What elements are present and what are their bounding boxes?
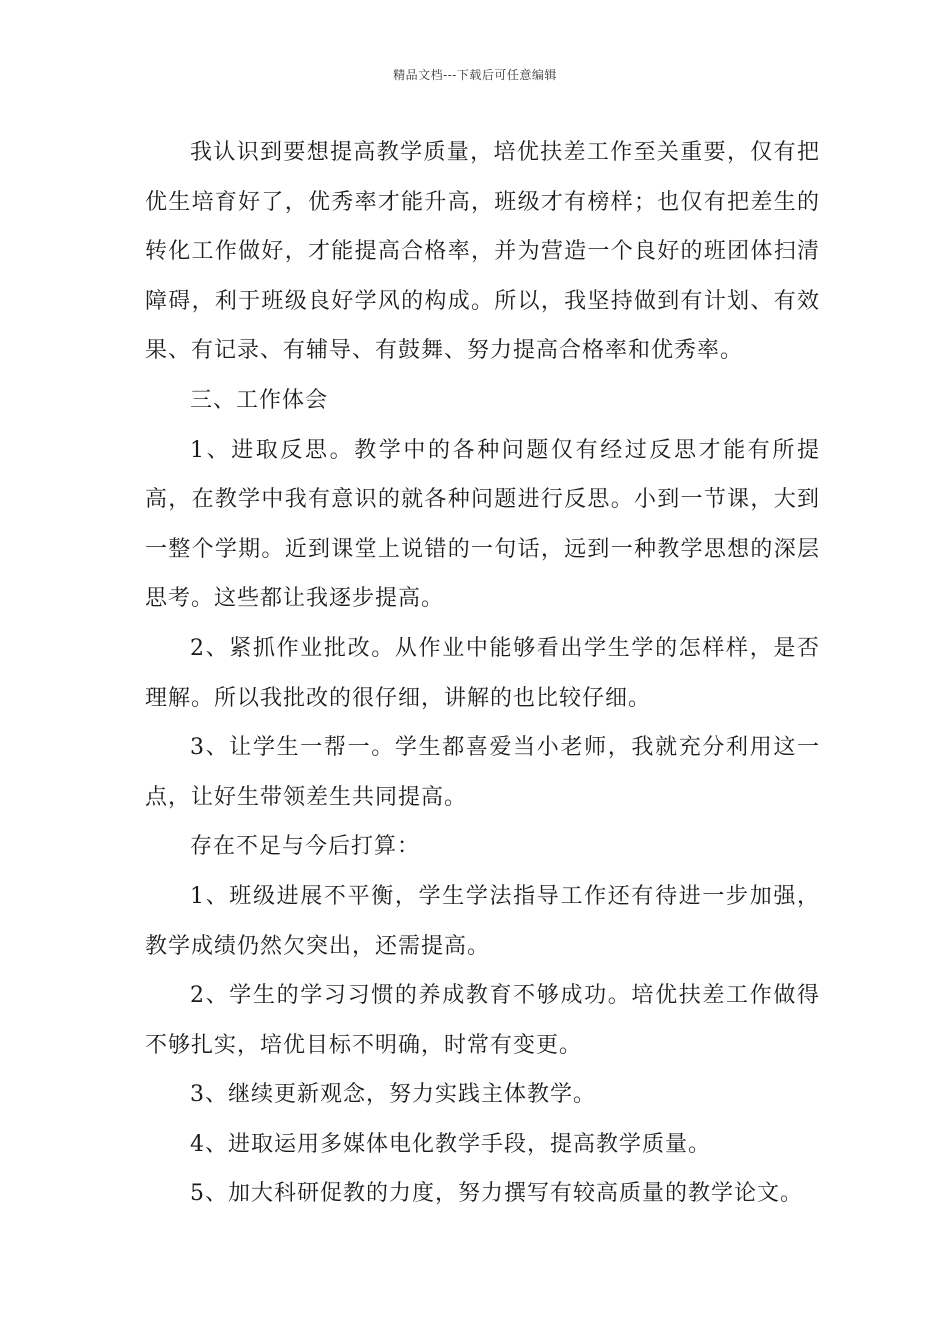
page-header: 精品文档---下载后可任意编辑 <box>393 68 557 82</box>
paragraph-plan-4: 4、进取运用多媒体电化教学手段，提高教学质量。 <box>190 1131 711 1157</box>
document-body <box>145 128 820 1219</box>
paragraph-shortcoming-1: 1、班级进展不平衡，学生学法指导工作还有待进一步加强，教学成绩仍然欠突出，还需提高。 <box>145 883 820 959</box>
paragraph-reflection: 1、进取反思。教学中的各种问题仅有经过反思才能有所提高，在教学中我有意识的就各种问题进行反思。小到一节课，大到一整个学期。近到课堂上说错的一句话，远到一种教学思想的深层思考。这些都让我逐步提高。 <box>145 437 820 612</box>
section-heading-work-experience: 三、工作体会 <box>190 387 329 413</box>
paragraph-plan-3: 3、继续更新观念，努力实践主体教学。 <box>190 1082 596 1108</box>
paragraph-homework-grading: 2、紧抓作业批改。从作业中能够看出学生学的怎样样，是否理解。所以我批改的很仔细，讲解的也比较仔细。 <box>145 635 820 711</box>
section-heading-shortcomings: 存在不足与今后打算： <box>190 834 421 860</box>
paragraph-peer-help: 3、让学生一帮一。学生都喜爱当小老师，我就充分利用这一点，让好生带领差生共同提高。 <box>145 735 820 810</box>
paragraph-plan-5: 5、加大科研促教的力度，努力撰写有较高质量的教学论文。 <box>190 1181 803 1207</box>
paragraph-shortcoming-2: 2、学生的学习习惯的养成教育不够成功。培优扶差工作做得不够扎实，培优目标不明确，时常有变更。 <box>145 983 820 1058</box>
paragraph-intro: 我认识到要想提高教学质量，培优扶差工作至关重要，仅有把优生培育好了，优秀率才能升高，班级才有榜样；也仅有把差生的转化工作做好，才能提高合格率，并为营造一个良好的班团体扫清障碍，利于班级良好学风的构成。所以，我坚持做到有计划、有效果、有记录、有辅导、有鼓舞、努力提高合格率和优秀率。 <box>145 140 820 364</box>
